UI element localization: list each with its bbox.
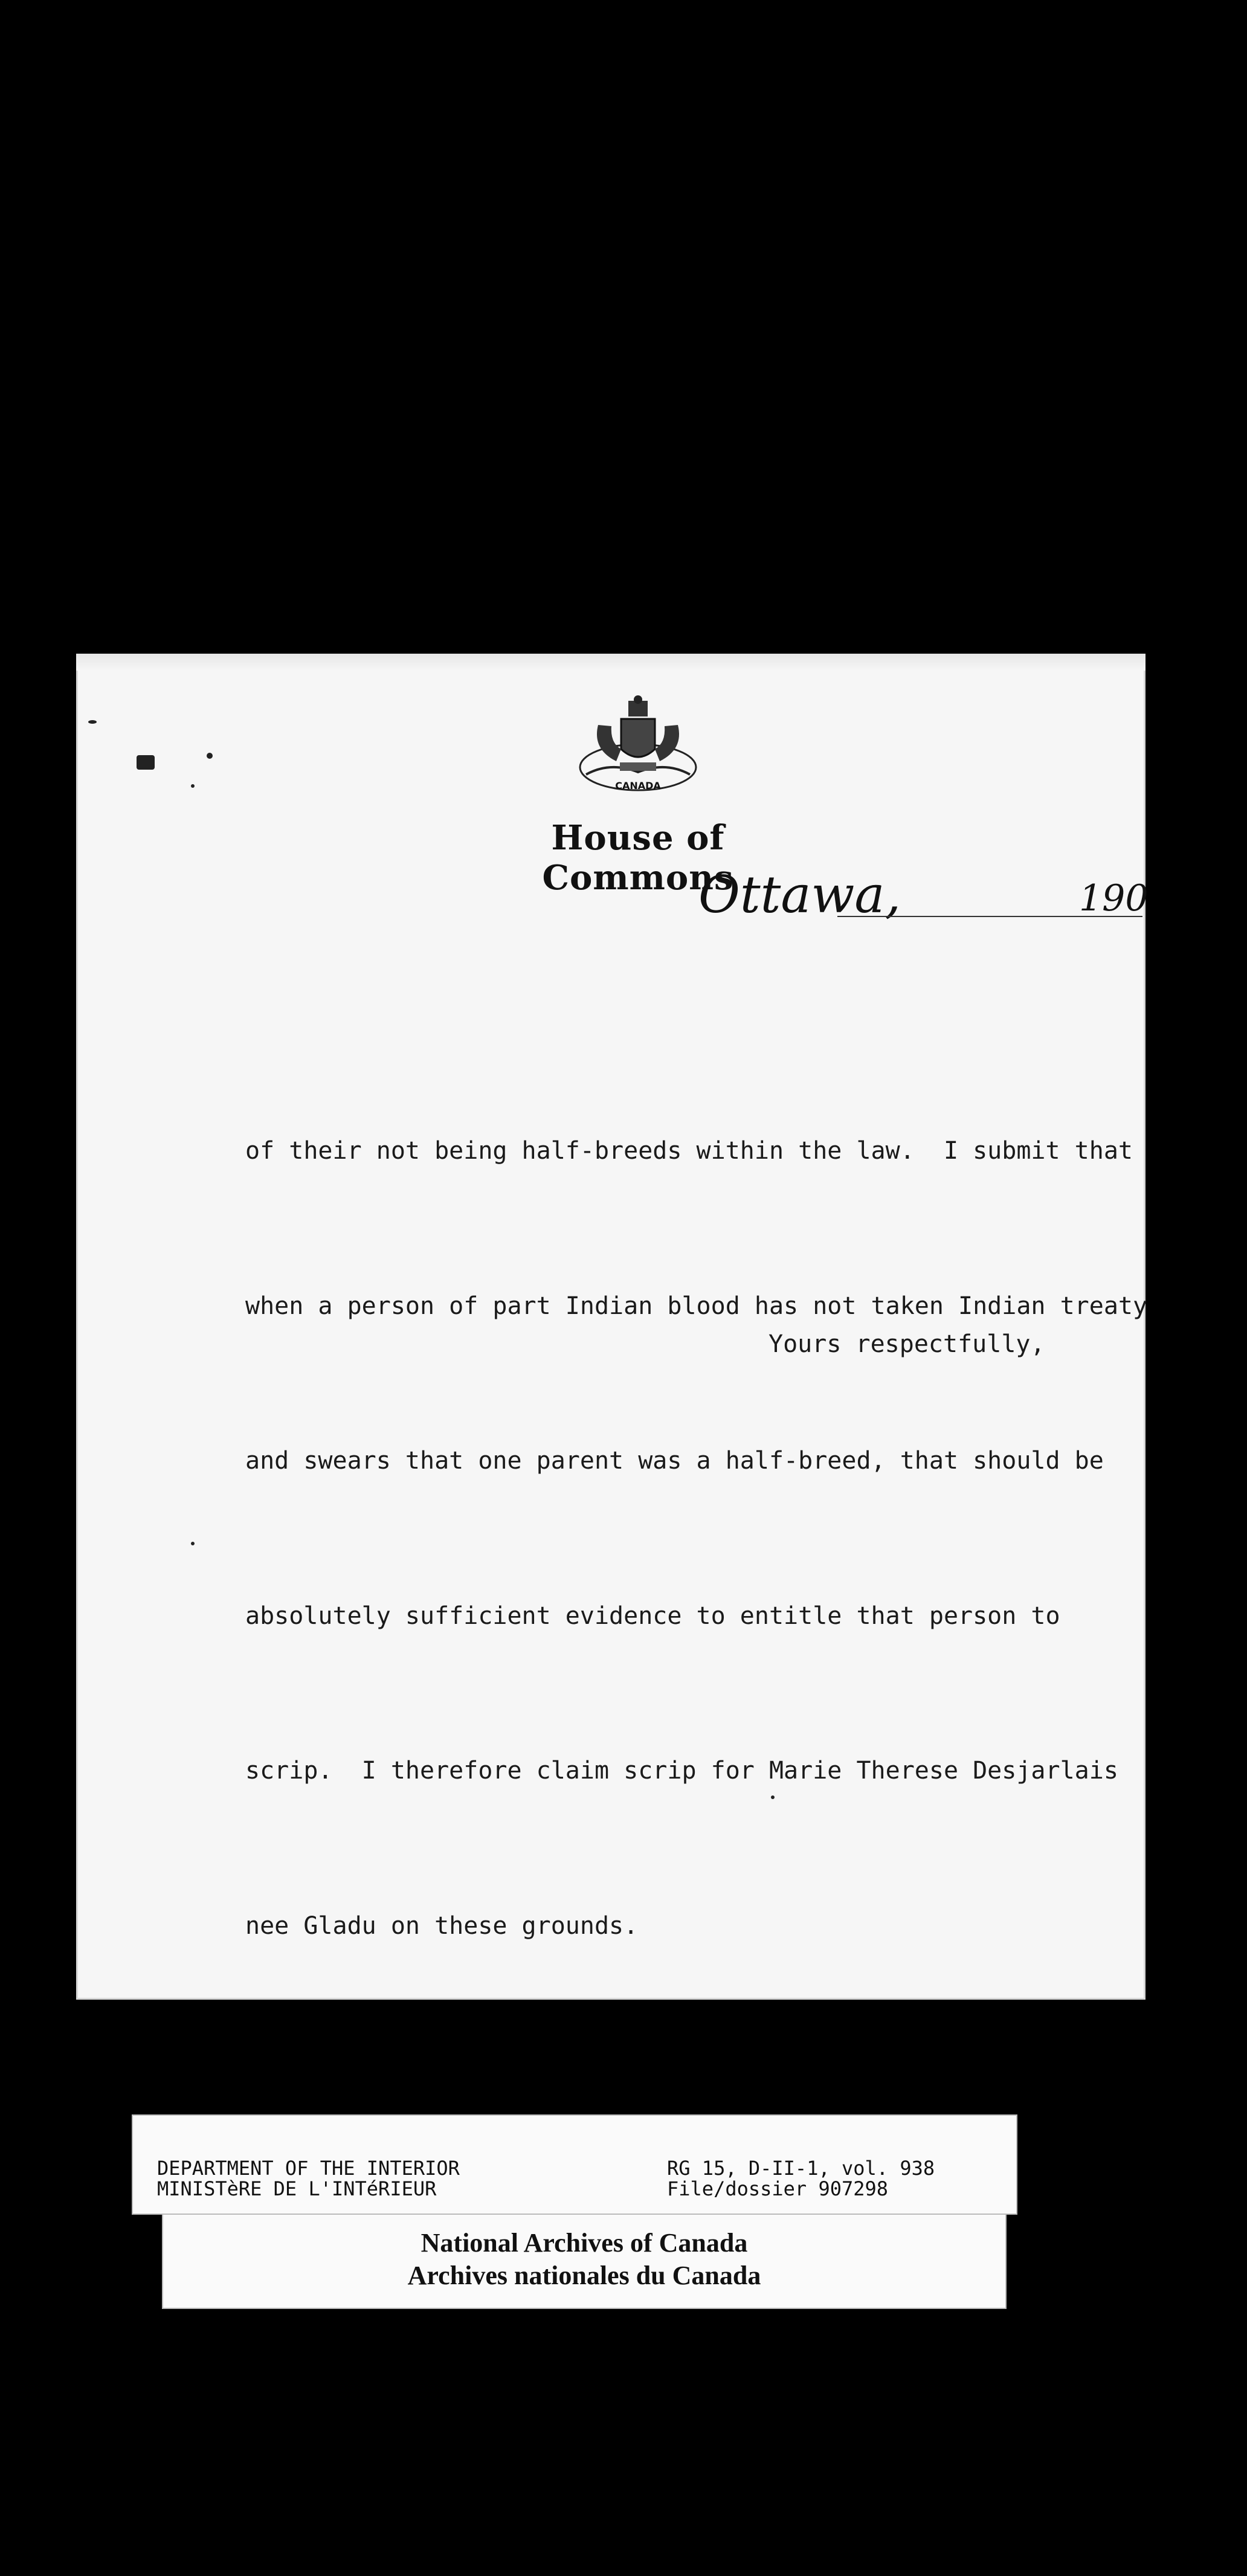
- body-line: scrip. I therefore claim scrip for Marie Therese Desjarlais: [245, 1757, 1118, 1785]
- crest-label: CANADA: [615, 780, 661, 791]
- archives-stamp: [162, 2214, 1007, 2309]
- body-line: and swears that one parent was a half-breed, that should be: [245, 1447, 1104, 1475]
- ink-speck: [137, 755, 155, 770]
- ink-speck: [191, 784, 195, 788]
- archive-reference-label: [132, 2114, 1017, 2215]
- place-name: Ottawa,: [698, 865, 901, 924]
- archives-name-fr: Archives nationales du Canada: [407, 2261, 761, 2290]
- department-en: DEPARTMENT OF THE INTERIOR: [157, 2157, 460, 2180]
- body-line: of their not being half-breeds within the law. I submit that: [245, 1137, 1133, 1165]
- ink-speck: [191, 1542, 195, 1545]
- letter-page: [76, 654, 1149, 2000]
- ink-speck: [207, 753, 213, 759]
- letterhead-title: House of Commons: [542, 818, 734, 898]
- record-reference: [667, 2158, 935, 2199]
- body-line: when a person of part Indian blood has not taken Indian treaty: [245, 1292, 1148, 1320]
- archives-name-en: National Archives of Canada: [420, 2228, 748, 2258]
- department-fr: MINISTèRE DE L'INTéRIEUR: [157, 2177, 437, 2200]
- body-line: absolutely sufficient evidence to entitle that person to: [245, 1602, 1060, 1630]
- royal-crest-icon: [574, 695, 702, 797]
- letter-body: [245, 1022, 1148, 2055]
- record-group: RG 15, D-II-1, vol. 938: [667, 2157, 935, 2180]
- body-line: nee Gladu on these grounds.: [245, 1911, 639, 1940]
- file-number: File/dossier 907298: [667, 2177, 889, 2200]
- year-prefix: 190: [1079, 877, 1149, 919]
- ink-speck: [88, 720, 97, 724]
- letter-closing: Yours respectfully,: [768, 1330, 1045, 1358]
- date-line: [620, 865, 1149, 926]
- ink-speck: [771, 1795, 775, 1799]
- department-name: [157, 2158, 460, 2199]
